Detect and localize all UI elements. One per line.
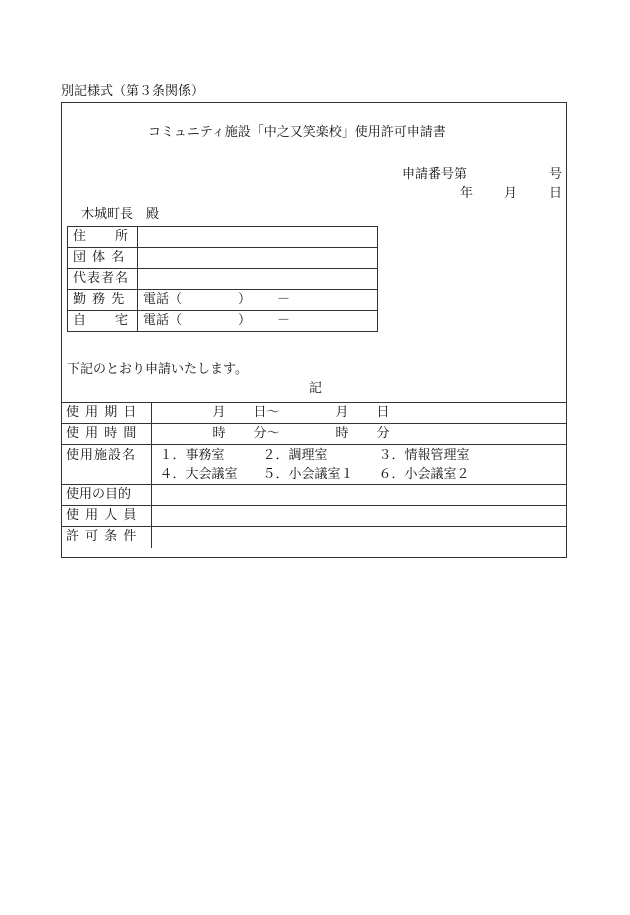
address-label: 住 所: [68, 227, 138, 248]
people-count-field[interactable]: [151, 506, 567, 527]
application-number-prefix: 申請番号第: [402, 167, 468, 182]
period-end-day: 日: [376, 405, 390, 420]
people-count-label: 使 用 人 員: [61, 506, 151, 527]
facility-option-5[interactable]: ５．小会議室１: [262, 466, 354, 482]
period-start-day: 日～: [253, 405, 280, 420]
period-start-month: 月: [212, 405, 226, 420]
purpose-label: 使用の目的: [61, 485, 151, 506]
application-number-suffix: 号: [549, 167, 563, 182]
table-row: [68, 248, 378, 269]
usage-time-label: 使 用 時 間: [61, 424, 151, 445]
table-row: [61, 445, 567, 485]
facility-option-2[interactable]: ２．調理室: [262, 447, 328, 463]
address-field[interactable]: [138, 227, 378, 248]
table-row: [68, 269, 378, 290]
table-row: [61, 527, 567, 548]
phone-open-paren: （: [169, 292, 183, 307]
usage-time-field[interactable]: [151, 424, 567, 445]
home-phone-field[interactable]: [138, 311, 378, 332]
phone-open-paren: （: [169, 313, 183, 328]
table-row: [61, 424, 567, 445]
workplace-label: 勤 務 先: [68, 290, 138, 311]
phone-label: 電話: [143, 313, 170, 328]
period-end-month: 月: [335, 405, 349, 420]
table-row: [68, 227, 378, 248]
group-name-label: 団 体 名: [68, 248, 138, 269]
facility-option-4[interactable]: ４．大会議室: [159, 466, 238, 482]
usage-table: [61, 402, 567, 548]
home-label: 自 宅: [68, 311, 138, 332]
usage-period-label: 使 用 期 日: [61, 403, 151, 424]
facility-options: [151, 445, 567, 485]
date-year: 年: [460, 186, 474, 201]
phone-close-paren: ）: [238, 313, 252, 328]
request-text: 下記のとおり申請いたします。: [67, 362, 248, 377]
time-start-min: 分～: [253, 426, 280, 441]
facility-label: 使用施設名: [61, 445, 151, 485]
usage-period-field[interactable]: [151, 403, 567, 424]
permit-conditions-field[interactable]: [151, 527, 567, 548]
representative-label: 代表者名: [68, 269, 138, 290]
date-day: 日: [549, 186, 563, 201]
facility-option-6[interactable]: ６．小会議室２: [378, 466, 470, 482]
addressee: 木城町長 殿: [81, 207, 160, 222]
phone-close-paren: ）: [238, 292, 252, 307]
group-name-field[interactable]: [138, 248, 378, 269]
purpose-field[interactable]: [151, 485, 567, 506]
time-end-hour: 時: [335, 426, 349, 441]
form-title: コミュニティ施設「中之又笑楽校」使用許可申請書: [148, 125, 446, 140]
phone-dash: －: [277, 292, 291, 307]
applicant-table: [67, 226, 378, 332]
representative-field[interactable]: [138, 269, 378, 290]
time-start-hour: 時: [212, 426, 226, 441]
table-row: [61, 506, 567, 527]
workplace-phone-field[interactable]: [138, 290, 378, 311]
phone-label: 電話: [143, 292, 170, 307]
table-row: [68, 311, 378, 332]
date-month: 月: [504, 186, 518, 201]
phone-dash: －: [277, 313, 291, 328]
table-row: [61, 485, 567, 506]
table-row: [61, 403, 567, 424]
facility-option-1[interactable]: １．事務室: [159, 447, 225, 463]
form-label: 別記様式（第３条関係）: [61, 84, 205, 99]
facility-option-3[interactable]: ３．情報管理室: [378, 447, 470, 463]
time-end-min: 分: [376, 426, 390, 441]
permit-conditions-label: 許 可 条 件: [61, 527, 151, 548]
table-row: [68, 290, 378, 311]
ki-heading: 記: [309, 381, 323, 396]
